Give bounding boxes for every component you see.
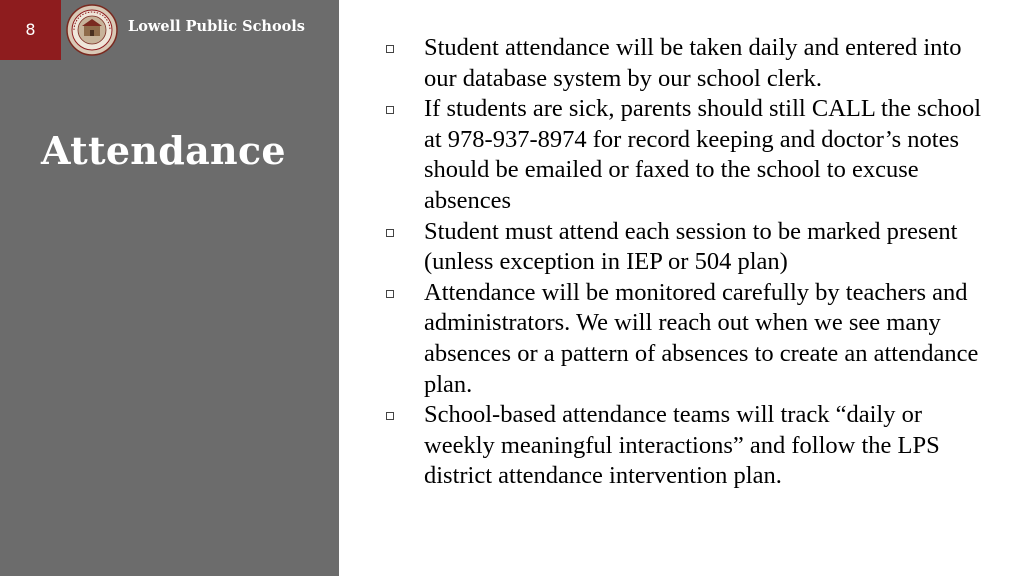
slide-number-badge: 8	[0, 0, 61, 60]
square-bullet-icon	[386, 106, 394, 114]
content-area	[380, 33, 995, 492]
bullet-list	[380, 33, 995, 492]
list-item	[380, 278, 995, 400]
school-seal-icon	[66, 4, 118, 56]
list-item	[380, 94, 995, 216]
bullet-text: Student must attend each session to be marked present (unless exception in IEP or 504 plan)	[424, 217, 958, 276]
list-item	[380, 33, 995, 94]
bullet-text: School-based attendance teams will track “daily or weekly meaningful interactions” and follow the LPS district attendance intervention plan.	[424, 401, 940, 490]
square-bullet-icon	[386, 290, 394, 298]
organization-name: Lowell Public Schools	[128, 18, 305, 35]
list-item	[380, 400, 995, 492]
list-item	[380, 217, 995, 278]
bullet-text: Attendance will be monitored carefully by teachers and administrators. We will reach out when we see many absences or a pattern of absences to create an attendance plan.	[424, 278, 979, 398]
bullet-text: If students are sick, parents should still CALL the school at 978-937-8974 for record keeping and doctor’s notes should be emailed or faxed to the school to excuse absences	[424, 95, 982, 214]
square-bullet-icon	[386, 45, 394, 53]
page-title: Attendance	[41, 128, 286, 173]
sidebar-panel	[0, 0, 339, 576]
square-bullet-icon	[386, 412, 394, 420]
bullet-text: Student attendance will be taken daily and entered into our database system by our school clerk.	[424, 34, 962, 92]
square-bullet-icon	[386, 229, 394, 237]
